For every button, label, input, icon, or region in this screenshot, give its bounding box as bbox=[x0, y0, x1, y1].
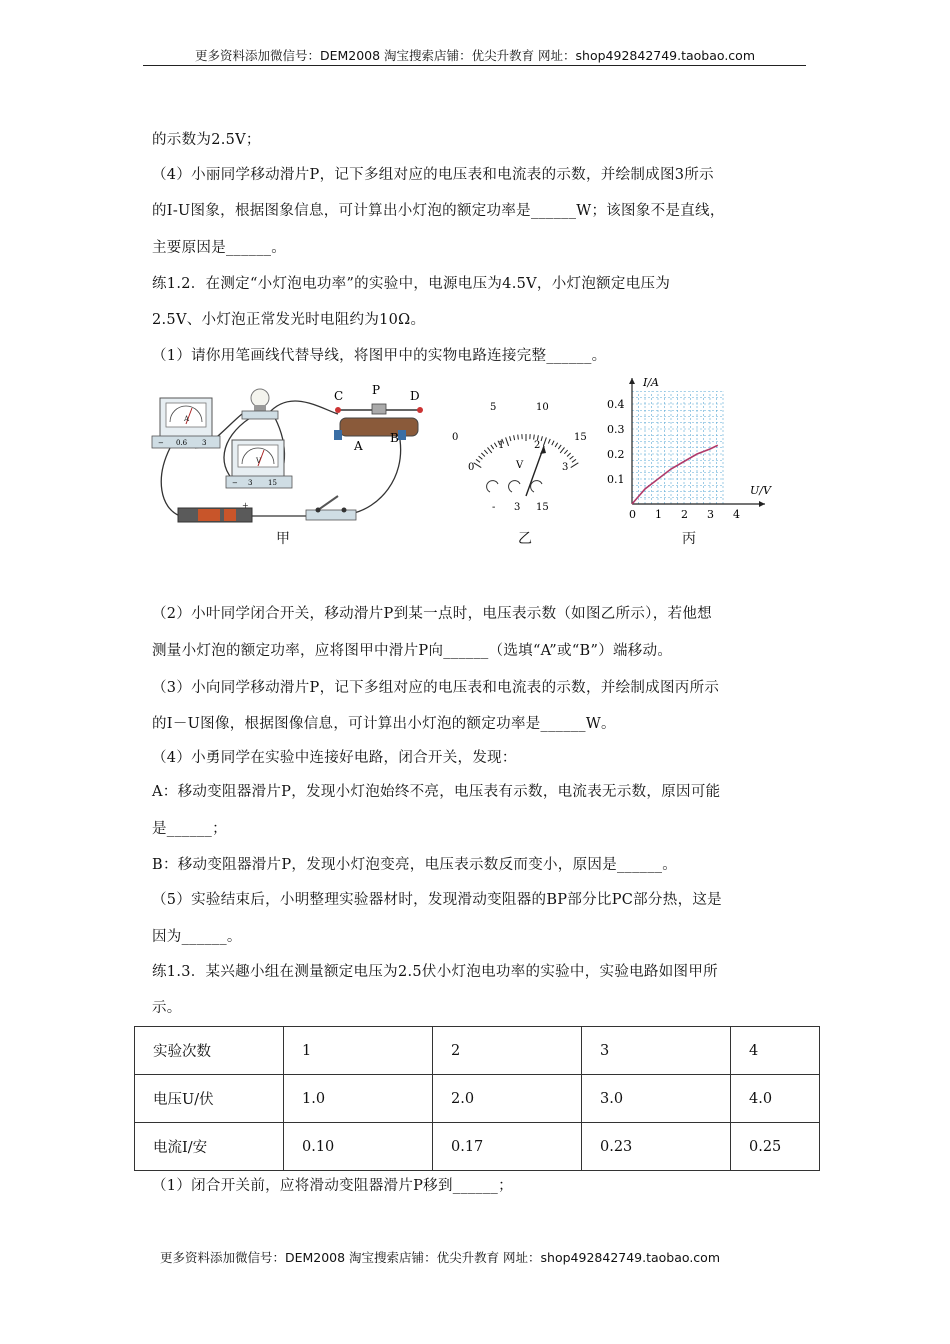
switch bbox=[306, 496, 356, 520]
dial-tick bbox=[476, 459, 480, 462]
dial-tick bbox=[564, 450, 567, 454]
x-tick-label: 3 bbox=[707, 508, 714, 521]
text-line-16: （5）实验结束后，小明整理实验器材时，发现滑动变阻器的BP部分比PC部分热，这是 bbox=[152, 892, 722, 908]
chart-grid bbox=[632, 392, 723, 505]
text-line-19: 示。 bbox=[152, 1000, 182, 1016]
table-cell: 0.25 bbox=[731, 1123, 820, 1171]
dial-top-0: 0 bbox=[452, 432, 459, 443]
text-line-18: 练1.3．某兴趣小组在测量额定电压为2.5伏小灯泡电功率的实验中，实验电路如图甲所 bbox=[152, 964, 718, 980]
text-line-8: （2）小叶同学闭合开关，移动滑片P到某一点时，电压表示数（如图乙所示），若他想 bbox=[152, 606, 712, 622]
caption-yi: 乙 bbox=[518, 531, 532, 547]
dial-tick bbox=[484, 450, 487, 454]
dial-tick bbox=[571, 463, 579, 468]
wire-ammeter-battery bbox=[161, 448, 180, 516]
x-tick-label: 4 bbox=[733, 508, 740, 521]
voltmeter bbox=[226, 440, 292, 488]
y-tick-label: 0.2 bbox=[607, 448, 625, 461]
dial-tick bbox=[570, 456, 574, 459]
label-B: B bbox=[390, 431, 399, 445]
figure-bing-iu-chart bbox=[605, 372, 785, 522]
dial-tick bbox=[552, 441, 554, 445]
lamp bbox=[242, 389, 278, 419]
terminal-15-icon bbox=[531, 481, 542, 492]
battery bbox=[178, 501, 252, 522]
dial-tick bbox=[548, 439, 550, 444]
ammeter-terminal-1: 0.6 bbox=[176, 439, 188, 447]
text-line-3: 的I-U图象，根据图象信息，可计算出小灯泡的额定功率是______W；该图象不是直线， bbox=[152, 203, 725, 219]
label-A: A bbox=[354, 439, 363, 453]
dial-top-10: 10 bbox=[536, 402, 549, 413]
voltmeter-minus: − bbox=[232, 479, 238, 487]
dial-tick bbox=[494, 443, 497, 447]
terminal-label-minus: - bbox=[492, 502, 496, 513]
table-cell: 0.23 bbox=[582, 1123, 731, 1171]
dial-tick bbox=[514, 435, 515, 440]
ammeter-terminal-2: 3 bbox=[202, 439, 207, 447]
voltmeter-terminal-1: 3 bbox=[248, 479, 253, 487]
table-cell: 0.10 bbox=[284, 1123, 433, 1171]
header-rule bbox=[143, 65, 806, 66]
svg-text:+: + bbox=[242, 501, 249, 510]
figure-jia-circuit bbox=[150, 378, 445, 533]
y-tick-label: 0.3 bbox=[607, 423, 625, 436]
table-header-cell: 1 bbox=[284, 1027, 433, 1075]
text-line-10: （3）小向同学移动滑片P，记下多组对应的电压表和电流表的示数，并绘制成图丙所示 bbox=[152, 680, 720, 696]
text-line-14: 是______； bbox=[152, 821, 227, 837]
figure-yi-voltmeter bbox=[450, 396, 600, 521]
rheostat bbox=[334, 383, 423, 453]
text-line-7: （1）请你用笔画线代替导线，将图甲中的实物电路连接完整______。 bbox=[152, 348, 607, 364]
dial-tick bbox=[474, 463, 482, 468]
table-cell: 2.0 bbox=[433, 1075, 582, 1123]
dial-tick bbox=[479, 456, 483, 459]
text-line-13: A：移动变阻器滑片P，发现小灯泡始终不亮，电压表有示数，电流表无示数，原因可能 bbox=[152, 784, 721, 800]
text-line-2: （4）小丽同学移动滑片P，记下多组对应的电压表和电流表的示数，并绘制成图3所示 bbox=[152, 167, 714, 183]
terminal-3-icon bbox=[509, 481, 520, 492]
dial-tick bbox=[481, 453, 485, 456]
wire-lamp-rheostat bbox=[268, 401, 338, 414]
text-line-17: 因为______。 bbox=[152, 929, 242, 945]
dial-top-15: 15 bbox=[574, 432, 587, 443]
dial-tick bbox=[543, 437, 546, 445]
x-tick-label: 2 bbox=[681, 508, 688, 521]
label-C: C bbox=[334, 389, 344, 403]
caption-jia: 甲 bbox=[276, 531, 290, 547]
terminal-minus-icon bbox=[487, 481, 498, 492]
dial-tick bbox=[491, 445, 494, 449]
ammeter-symbol: A bbox=[184, 415, 190, 423]
table-cell: 1.0 bbox=[284, 1075, 433, 1123]
dial-top-5: 5 bbox=[490, 402, 497, 413]
table-cell: 0.17 bbox=[433, 1123, 582, 1171]
text-line-4: 主要原因是______。 bbox=[152, 240, 287, 256]
text-line-1: 的示数为2.5V； bbox=[152, 132, 261, 148]
x-tick-label: 1 bbox=[655, 508, 662, 521]
table-header-cell: 实验次数 bbox=[135, 1027, 284, 1075]
dial-bottom-3: 3 bbox=[562, 462, 569, 473]
y-tick-label: 0.1 bbox=[607, 473, 625, 486]
dial-bottom-2: 2 bbox=[534, 440, 541, 451]
table-row bbox=[135, 1075, 820, 1123]
dial-tick bbox=[518, 435, 519, 440]
caption-bing: 丙 bbox=[682, 531, 696, 547]
text-line-11: 的I－U图像，根据图像信息，可计算出小灯泡的额定功率是______W。 bbox=[152, 716, 616, 732]
ammeter bbox=[152, 398, 220, 448]
table-cell: 4.0 bbox=[731, 1075, 820, 1123]
x-arrow-icon bbox=[759, 501, 765, 507]
table-row bbox=[135, 1123, 820, 1171]
dial-tick bbox=[572, 459, 576, 462]
terminal-label-3: 3 bbox=[514, 502, 521, 513]
dial-tick bbox=[555, 443, 558, 447]
dial-unit: V bbox=[516, 460, 524, 471]
chart-ylabel: I/A bbox=[643, 376, 659, 389]
text-line-5: 练1.2．在测定“小灯泡电功率”的实验中，电源电压为4.5V，小灯泡额定电压为 bbox=[152, 276, 671, 292]
text-line-12: （4）小勇同学在实验中连接好电路，闭合开关，发现： bbox=[152, 750, 517, 766]
table-cell: 电压U/伏 bbox=[135, 1075, 284, 1123]
x-tick-label: 0 bbox=[629, 508, 636, 521]
ammeter-minus: − bbox=[158, 439, 164, 447]
table-header-cell: 2 bbox=[433, 1027, 582, 1075]
page-footer: 更多资料添加微信号：DEM2008 淘宝搜索店铺：优尖升教育 网址：shop492842749.taobao.com bbox=[159, 1250, 721, 1265]
chart-xlabel: U/V bbox=[750, 484, 771, 497]
text-line-15: B：移动变阻器滑片P，发现小灯泡变亮，电压表示数反而变小，原因是______。 bbox=[152, 857, 678, 873]
dial-tick bbox=[560, 447, 564, 452]
table-cell: 3.0 bbox=[582, 1075, 731, 1123]
table-header-cell: 4 bbox=[731, 1027, 820, 1075]
label-P: P bbox=[372, 383, 381, 397]
table-header-cell: 3 bbox=[582, 1027, 731, 1075]
text-line-6: 2.5V、小灯泡正常发光时电阻约为10Ω。 bbox=[152, 312, 426, 328]
text-line-20: （1）闭合开关前，应将滑动变阻器滑片P移到______； bbox=[152, 1178, 513, 1194]
dial-bottom-1: 1 bbox=[498, 440, 505, 451]
y-tick-label: 0.4 bbox=[607, 398, 625, 411]
page-header: 更多资料添加微信号：DEM2008 淘宝搜索店铺：优尖升教育 网址：shop492842749.taobao.com bbox=[194, 48, 756, 63]
y-arrow-icon bbox=[629, 378, 635, 384]
label-D: D bbox=[410, 389, 420, 403]
table-header-row bbox=[135, 1027, 820, 1075]
dial-tick bbox=[567, 453, 571, 456]
voltmeter-terminal-2: 15 bbox=[268, 479, 277, 487]
experiment-table bbox=[134, 1026, 820, 1171]
dial-bottom-0: 0 bbox=[468, 462, 475, 473]
text-line-9: 测量小灯泡的额定功率，应将图甲中滑片P向______（选填“A”或“B”）端移动。 bbox=[152, 643, 673, 659]
voltmeter-symbol: V bbox=[256, 457, 262, 465]
dial-tick bbox=[558, 445, 561, 449]
terminal-label-15: 15 bbox=[536, 502, 549, 513]
dial-tick bbox=[506, 437, 509, 445]
dial-tick bbox=[487, 447, 491, 452]
dial-tick bbox=[510, 436, 511, 441]
dial-tick bbox=[534, 435, 535, 440]
table-cell: 电流I/安 bbox=[135, 1123, 284, 1171]
dial-tick bbox=[541, 436, 542, 441]
